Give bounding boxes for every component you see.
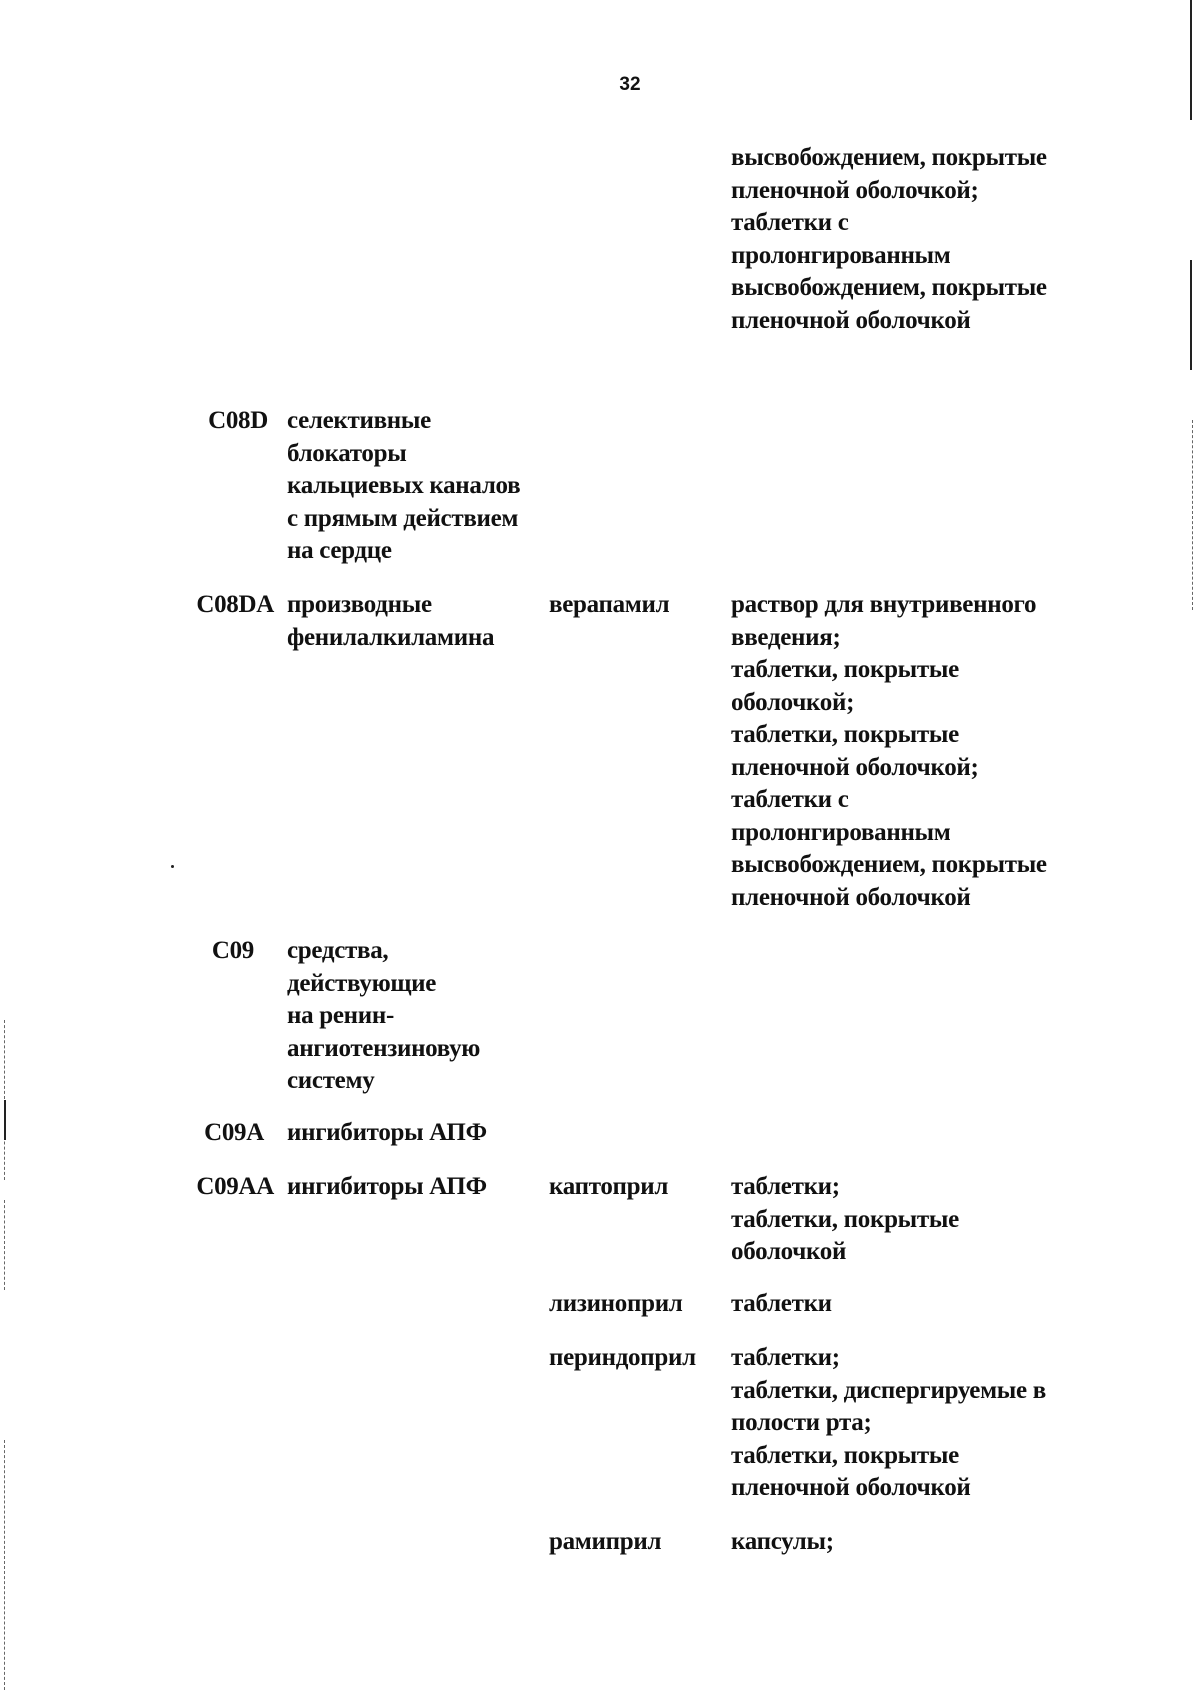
scan-edge-line xyxy=(1190,260,1192,370)
dosage-form-cell: капсулы; xyxy=(731,1528,834,1555)
scan-edge-line xyxy=(4,1200,5,1290)
dosage-form-cell: таблетки xyxy=(731,1290,832,1317)
dosage-form-cell: раствор для внутривенного введения; таблетки, покрытые оболочкой; таблетки, покрытые пленочной оболочкой; таблетки с пролонгированным высвобождением, покрытые пленочной оболочкой xyxy=(731,591,1047,911)
scan-edge-line xyxy=(4,1100,6,1140)
scan-speck xyxy=(171,865,174,868)
scan-edge-line xyxy=(1190,0,1192,120)
drug-name-cell: лизиноприл xyxy=(549,1290,683,1317)
scan-edge-line xyxy=(4,1440,5,1690)
dosage-form-cell: таблетки; таблетки, диспергируемые в полости рта; таблетки, покрытые пленочной оболочкой xyxy=(731,1344,1046,1501)
atc-group-cell: средства, действующие на ренин- ангиотензиновую систему xyxy=(287,937,481,1094)
atc-code-cell: C08DA xyxy=(196,591,274,618)
drug-name-cell: рамиприл xyxy=(549,1528,662,1555)
drug-name-cell: верапамил xyxy=(549,591,670,618)
atc-code-cell: C09A xyxy=(204,1119,264,1146)
atc-group-cell: ингибиторы АПФ xyxy=(287,1173,487,1200)
atc-code-cell: C09 xyxy=(211,937,254,964)
dosage-form-cell: таблетки; таблетки, покрытые оболочкой xyxy=(731,1173,959,1265)
atc-group-cell: ингибиторы АПФ xyxy=(287,1119,487,1146)
atc-group-cell: производные фенилалкиламина xyxy=(287,591,495,651)
scan-edge-line xyxy=(1192,420,1193,610)
drug-name-cell: периндоприл xyxy=(549,1344,696,1371)
atc-code-cell: C08D xyxy=(208,407,268,434)
drug-name-cell: каптоприл xyxy=(549,1173,669,1200)
atc-code-cell: C09AA xyxy=(196,1173,274,1200)
dosage-form-cell: высвобождением, покрытые пленочной оболочкой; таблетки с пролонгированным высвобождением, покрытые пленочной оболочкой xyxy=(731,144,1047,334)
atc-group-cell: селективные блокаторы кальциевых каналов с прямым действием на сердце xyxy=(287,407,521,564)
page-number: 32 xyxy=(619,74,641,95)
